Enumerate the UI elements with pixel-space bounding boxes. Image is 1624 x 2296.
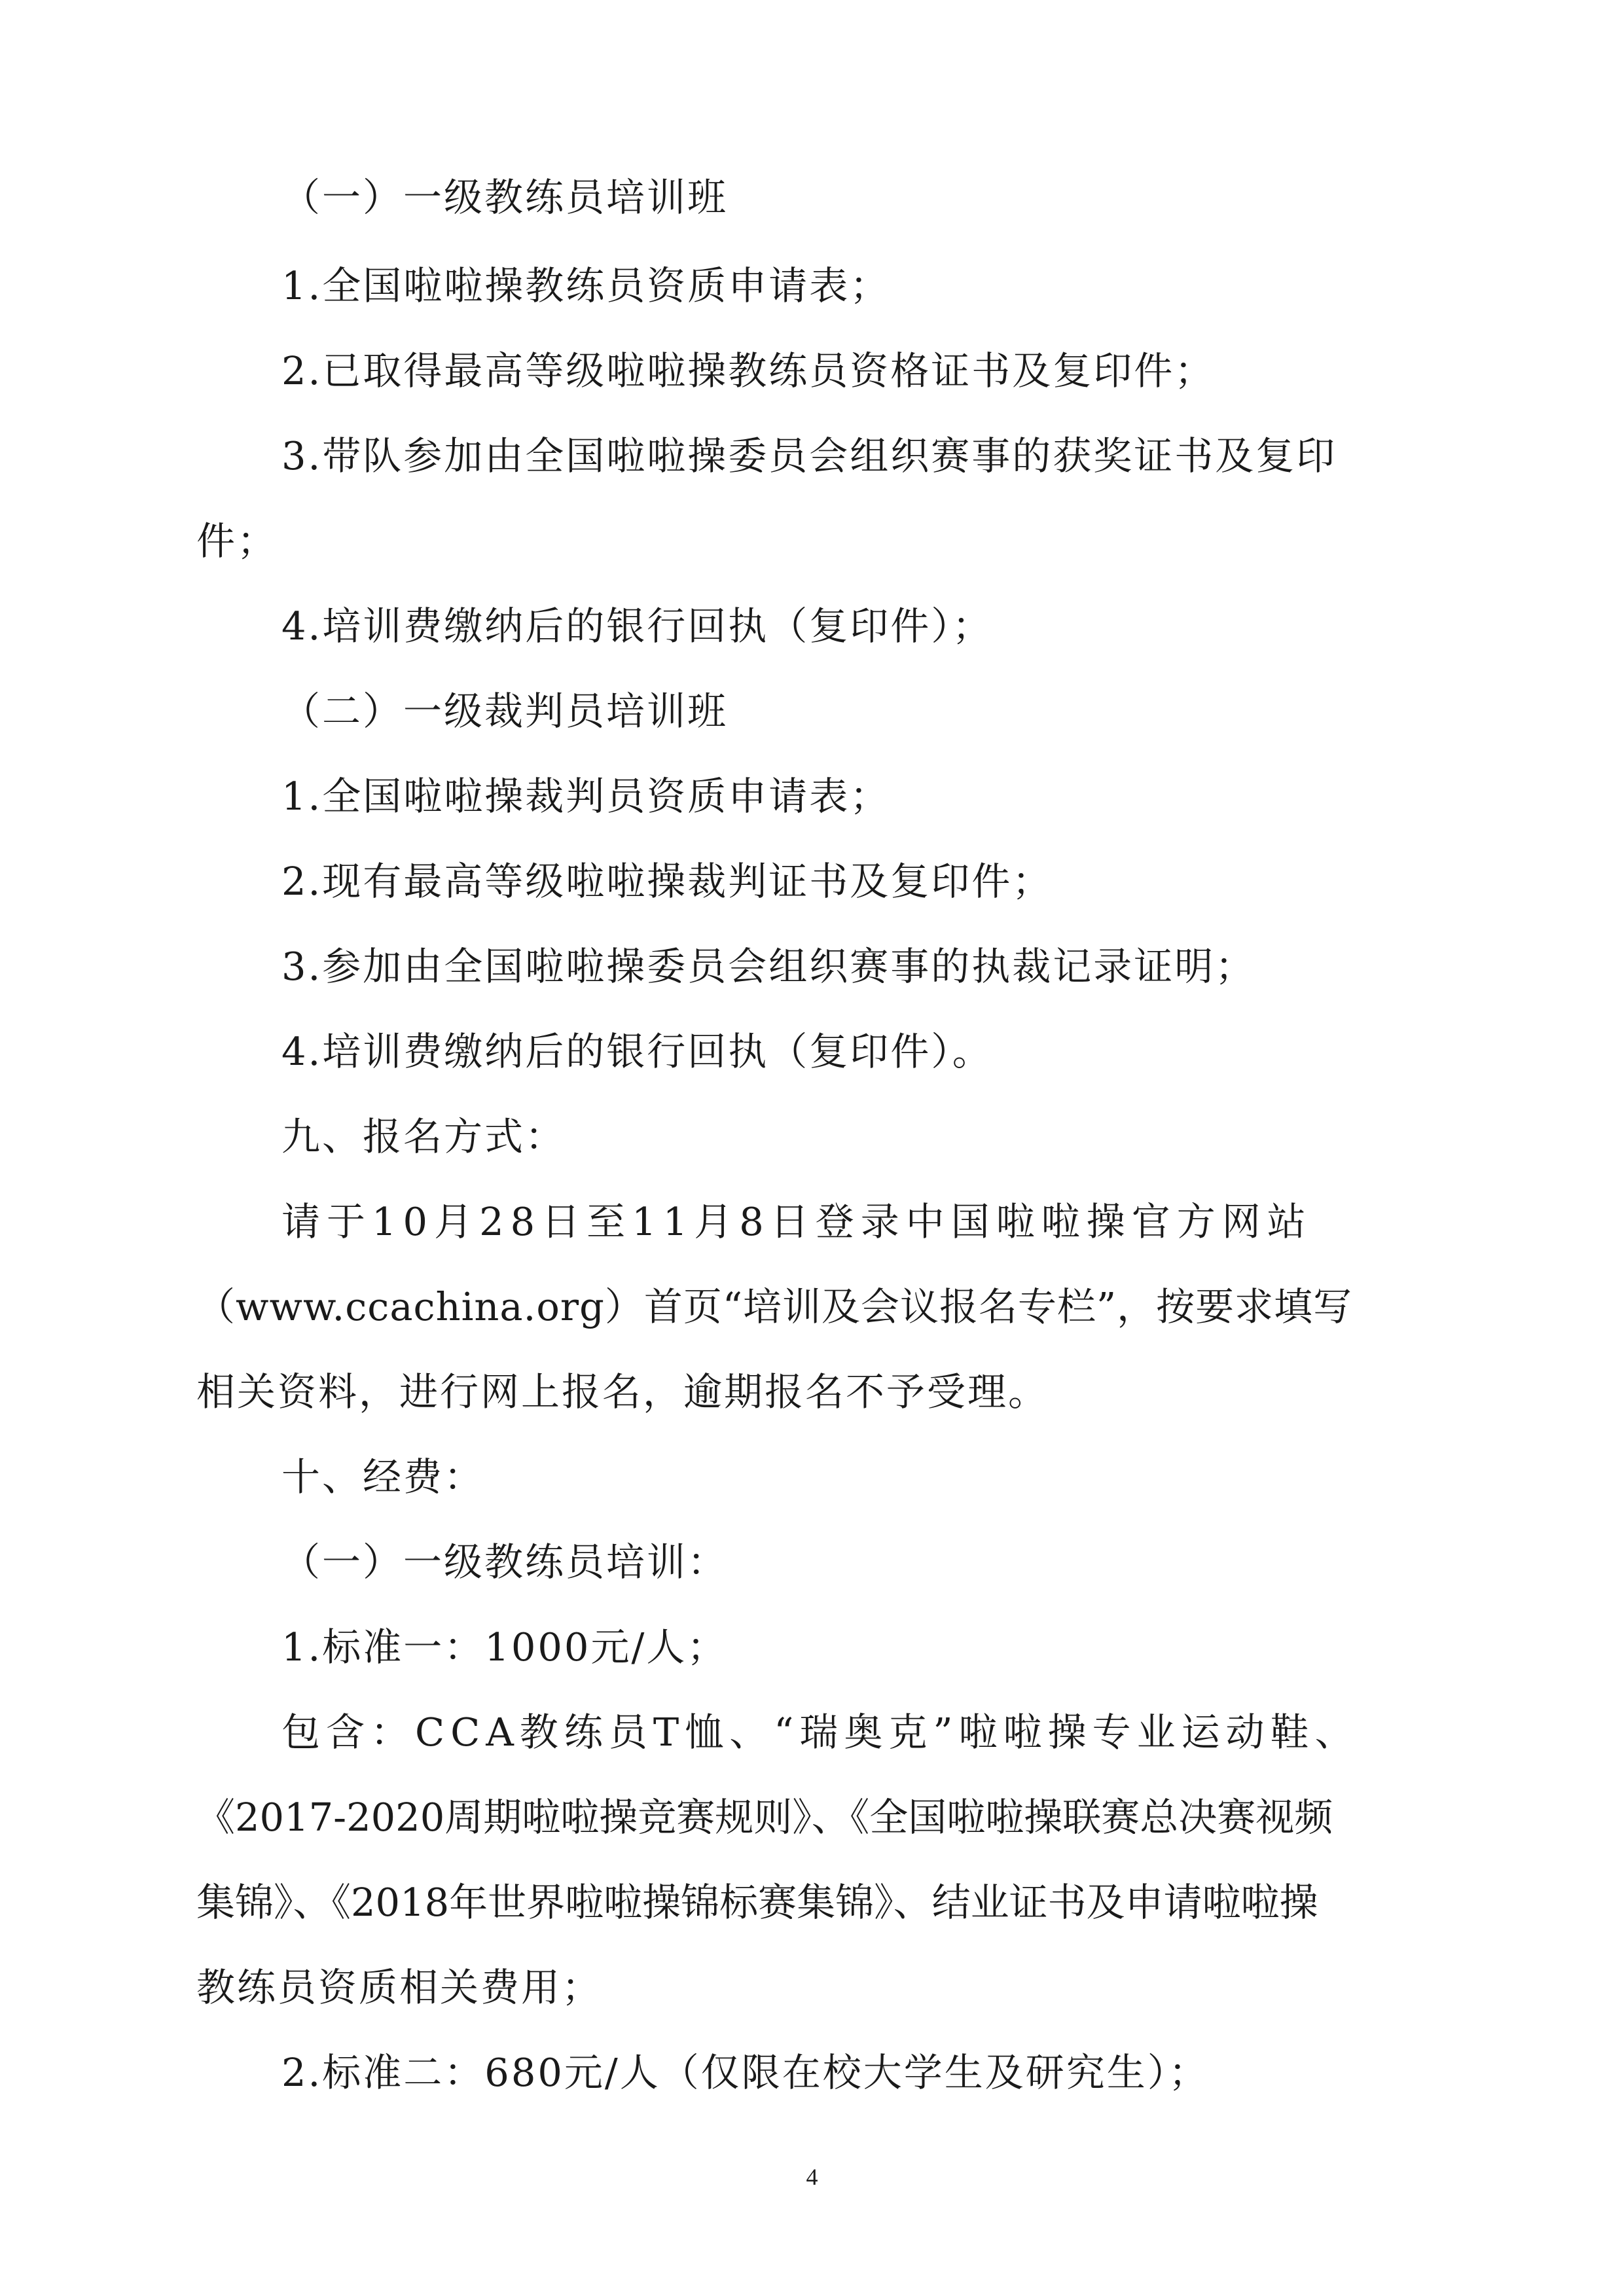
- coach-requirement-2: 2.已取得最高等级啦啦操教练员资格证书及复印件；: [281, 348, 1216, 393]
- fees-includes-line-2: 《2017-2020周期啦啦操竞赛规则》、《全国啦啦操联赛总决赛视频: [196, 1795, 1333, 1840]
- heading-registration-method: 九、报名方式：: [281, 1114, 566, 1159]
- fees-coach-heading: （一）一级教练员培训：: [281, 1539, 729, 1585]
- referee-requirement-1: 1.全国啦啦操裁判员资质申请表；: [281, 774, 891, 819]
- fees-includes-line-4: 教练员资质相关费用；: [196, 1965, 603, 2010]
- coach-requirement-3-cont: 件；: [196, 518, 278, 564]
- section-heading-referee: （二）一级裁判员培训班: [281, 689, 729, 734]
- fees-includes-line-3: 集锦》、《2018年世界啦啦操锦标赛集锦》、结业证书及申请啦啦操: [196, 1880, 1318, 1925]
- registration-paragraph-line-3: 相关资料，进行网上报名，逾期报名不予受理。: [196, 1369, 1049, 1414]
- coach-requirement-1: 1.全国啦啦操教练员资质申请表；: [281, 263, 891, 308]
- fees-standard-1: 1.标准一：1000元/人；: [281, 1624, 728, 1670]
- fees-standard-2: 2.标准二：680元/人（仅限在校大学生及研究生）；: [281, 2050, 1210, 2095]
- fees-includes-line-1: 包含：CCA教练员T恤、“瑞奥克”啦啦操专业运动鞋、: [281, 1710, 1360, 1755]
- registration-paragraph-line-1: 请于10月28日至11月8日登录中国啦啦操官方网站: [281, 1199, 1312, 1244]
- heading-fees: 十、经费：: [281, 1454, 485, 1499]
- coach-requirement-3: 3.带队参加由全国啦啦操委员会组织赛事的获奖证书及复印: [281, 433, 1337, 478]
- referee-requirement-3: 3.参加由全国啦啦操委员会组织赛事的执裁记录证明；: [281, 944, 1256, 989]
- section-heading-coach: （一）一级教练员培训班: [281, 175, 729, 220]
- referee-requirement-2: 2.现有最高等级啦啦操裁判证书及复印件；: [281, 859, 1053, 904]
- coach-requirement-4: 4.培训费缴纳后的银行回执（复印件）；: [281, 603, 993, 649]
- page-number: 4: [806, 2164, 818, 2190]
- registration-paragraph-line-2: （www.ccachina.org）首页“培训及会议报名专栏”，按要求填写: [196, 1284, 1353, 1329]
- referee-requirement-4: 4.培训费缴纳后的银行回执（复印件）。: [281, 1029, 993, 1074]
